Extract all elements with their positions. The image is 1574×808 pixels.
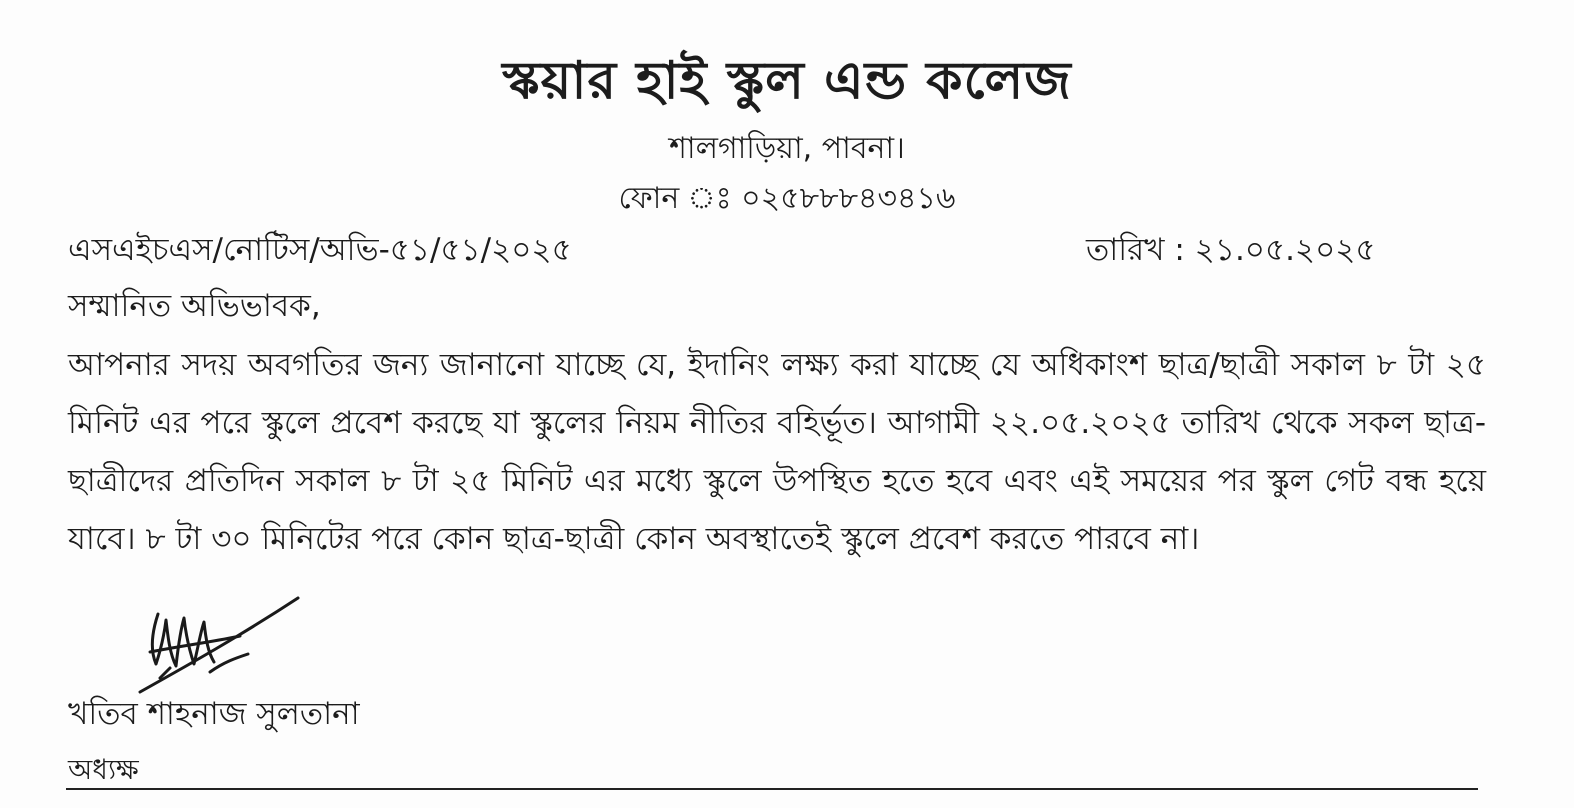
signatory-title: অধ্যক্ষ xyxy=(68,753,139,786)
school-phone: ফোন ঃ ০২৫৮৮৮৪৩৪১৬ xyxy=(618,181,956,216)
school-address: শালগাড়িয়া, পাবনা। xyxy=(669,131,905,166)
salutation: সম্মানিত অভিভাবক, xyxy=(68,288,321,324)
signatory-name: খতিব শাহনাজ সুলতানা xyxy=(68,696,360,732)
footer-divider xyxy=(66,788,1478,790)
notice-body: আপনার সদয় অবগতির জন্য জানানো যাচ্ছে যে, ইদানিং লক্ষ্য করা যাচ্ছে যে অধিকাংশ ছাত্র/ছাত্রী সকাল ৮ টা ২৫ মিনিট এর পরে স্কুলে প্রবেশ করছে যা স্কুলের নিয়ম নীতির বহির্ভূত। আগামী ২২.০৫.২০২৫ তারিখ থেকে সকল ছাত্র-ছাত্রীদের প্রতিদিন সকাল ৮ টা ২৫ মিনিট এর মধ্যে স্কুলে উপস্থিত হতে হবে এবং এই সময়ের পর স্কুল গেট বন্ধ হয়ে যাবে। ৮ টা ৩০ মিনিটের পরে কোন ছাত্র-ছাত্রী কোন অবস্থাতেই স্কুলে প্রবেশ করতে পারবে না। xyxy=(68,347,1486,557)
handwritten-signature xyxy=(120,592,320,702)
memo-reference: এসএইচএস/নোটিস/অভি-৫১/৫১/২০২৫ xyxy=(68,232,572,268)
memo-date: তারিখ : ২১.০৫.২০২৫ xyxy=(1086,232,1376,268)
school-name: স্কয়ার হাই স্কুল এন্ড কলেজ xyxy=(502,50,1072,111)
